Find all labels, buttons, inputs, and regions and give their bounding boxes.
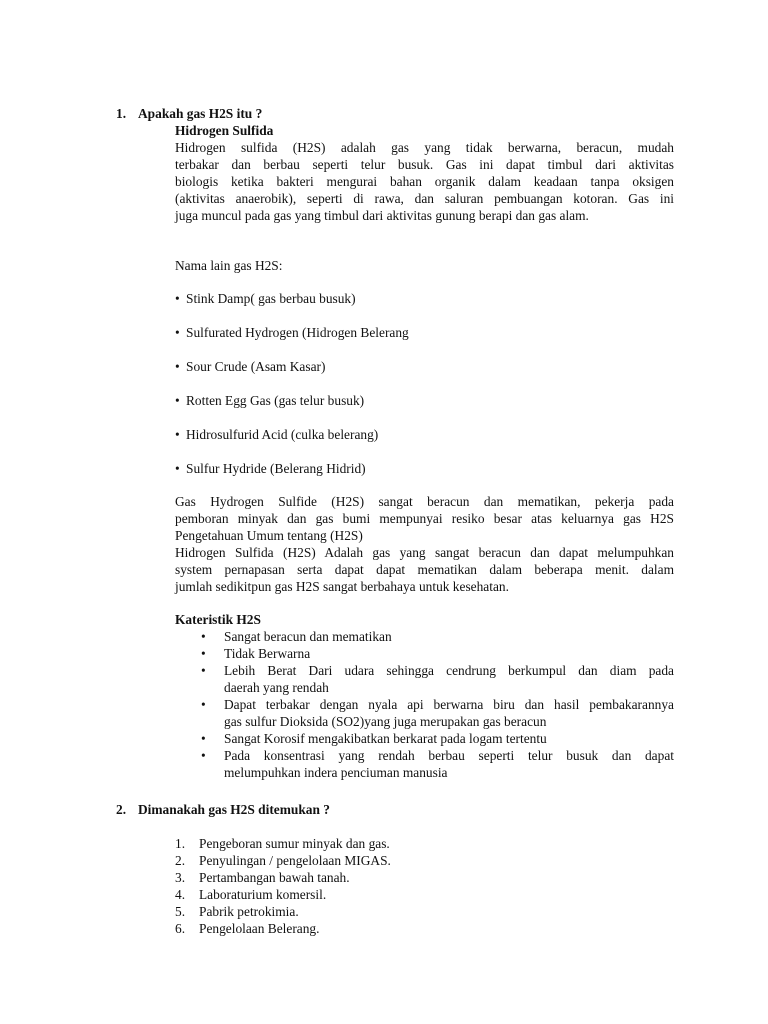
other-name-item [175,392,364,409]
characteristic-line: Tidak Berwarna [224,646,311,661]
characteristic-item [175,747,674,781]
location-text: Laboraturium komersil. [199,887,327,902]
bullet-icon: • [201,646,206,661]
characteristic-item [175,730,674,747]
characteristic-line: daerah yang rendah [224,680,329,695]
danger-line: pemboran minyak dan gas bumi mempunyai resiko besar atas keluarnya gas H2S [175,511,674,526]
question-1-text: Apakah gas H2S itu ? [138,106,263,121]
bullet-icon: • [175,393,180,408]
location-text: Penyulingan / pengelolaan MIGAS. [199,853,391,868]
location-number: 4. [175,887,186,902]
characteristic-line: Pada konsentrasi yang rendah berbau seperti telur busuk dan dapat [224,748,674,763]
other-name-item [175,426,378,443]
other-name-item [175,460,366,477]
danger-line: Hidrogen Sulfida (H2S) Adalah gas yang sangat beracun dan dapat melumpuhkan [175,545,674,560]
section-subtitle: Hidrogen Sulfida [175,123,274,138]
danger-paragraph [175,493,674,595]
bullet-icon: • [175,291,180,306]
location-number: 2. [175,853,186,868]
intro-line: (aktivitas anaerobik), seperti di rawa, dan saluran pembuangan kotoran. Gas ini [175,191,674,206]
characteristic-item [175,645,674,662]
location-text: Pabrik petrokimia. [199,904,299,919]
other-name-text: Sulfur Hydride (Belerang Hidrid) [186,461,366,476]
characteristics-list [175,628,674,781]
characteristic-item [175,696,674,730]
question-2-text: Dimanakah gas H2S ditemukan ? [138,802,330,817]
bullet-icon: • [201,731,206,746]
intro-line: biologis ketika bakteri mengurai bahan organik dalam keadaan tanpa oksigen [175,174,674,189]
bullet-icon: • [201,663,206,678]
other-name-item [175,324,409,341]
characteristics-title: Kateristik H2S [175,612,261,627]
characteristic-item [175,628,674,645]
question-1-number: 1. [116,106,127,121]
location-text: Pengelolaan Belerang. [199,921,320,936]
danger-line: jumlah sedikitpun gas H2S sangat berbahaya untuk kesehatan. [175,579,509,594]
other-name-text: Stink Damp( gas berbau busuk) [186,291,356,306]
location-number: 6. [175,921,186,936]
other-name-text: Sulfurated Hydrogen (Hidrogen Belerang [186,325,409,340]
danger-line: Pengetahuan Umum tentang (H2S) [175,528,363,543]
location-number: 1. [175,836,186,851]
other-name-item [175,290,356,307]
bullet-icon: • [201,629,206,644]
bullet-icon: • [201,697,206,712]
other-names-label: Nama lain gas H2S: [175,258,283,273]
characteristic-line: Dapat terbakar dengan nyala api berwarna biru dan hasil pembakarannya [224,697,674,712]
intro-line: juga muncul pada gas yang timbul dari aktivitas gunung berapi dan gas alam. [175,208,589,223]
other-name-text: Sour Crude (Asam Kasar) [186,359,326,374]
danger-line: system pernapasan serta dapat dapat mematikan dalam beberapa menit. dalam [175,562,674,577]
bullet-icon: • [175,427,180,442]
characteristic-line: gas sulfur Dioksida (SO2)yang juga merupakan gas beracun [224,714,547,729]
characteristic-line: Sangat beracun dan mematikan [224,629,392,644]
characteristic-item [175,662,674,696]
characteristic-line: Lebih Berat Dari udara sehingga cendrung berkumpul dan diam pada [224,663,674,678]
intro-line: Hidrogen sulfida (H2S) adalah gas yang tidak berwarna, beracun, mudah [175,140,674,155]
intro-block [175,122,674,224]
location-text: Pertambangan bawah tanah. [199,870,350,885]
other-name-item [175,358,325,375]
other-name-text: Hidrosulfurid Acid (culka belerang) [186,427,379,442]
characteristic-line: melumpuhkan indera penciuman manusia [224,765,448,780]
characteristic-line: Sangat Korosif mengakibatkan berkarat pada logam tertentu [224,731,547,746]
question-2-number: 2. [116,802,127,817]
bullet-icon: • [175,325,180,340]
location-number: 5. [175,904,186,919]
bullet-icon: • [201,748,206,763]
location-number: 3. [175,870,186,885]
other-name-text: Rotten Egg Gas (gas telur busuk) [186,393,365,408]
intro-line: terbakar dan berbau seperti telur busuk. Gas ini dapat timbul dari aktivitas [175,157,674,172]
bullet-icon: • [175,359,180,374]
location-text: Pengeboran sumur minyak dan gas. [199,836,390,851]
bullet-icon: • [175,461,180,476]
danger-line: Gas Hydrogen Sulfide (H2S) sangat beracun dan mematikan, pekerja pada [175,494,674,509]
